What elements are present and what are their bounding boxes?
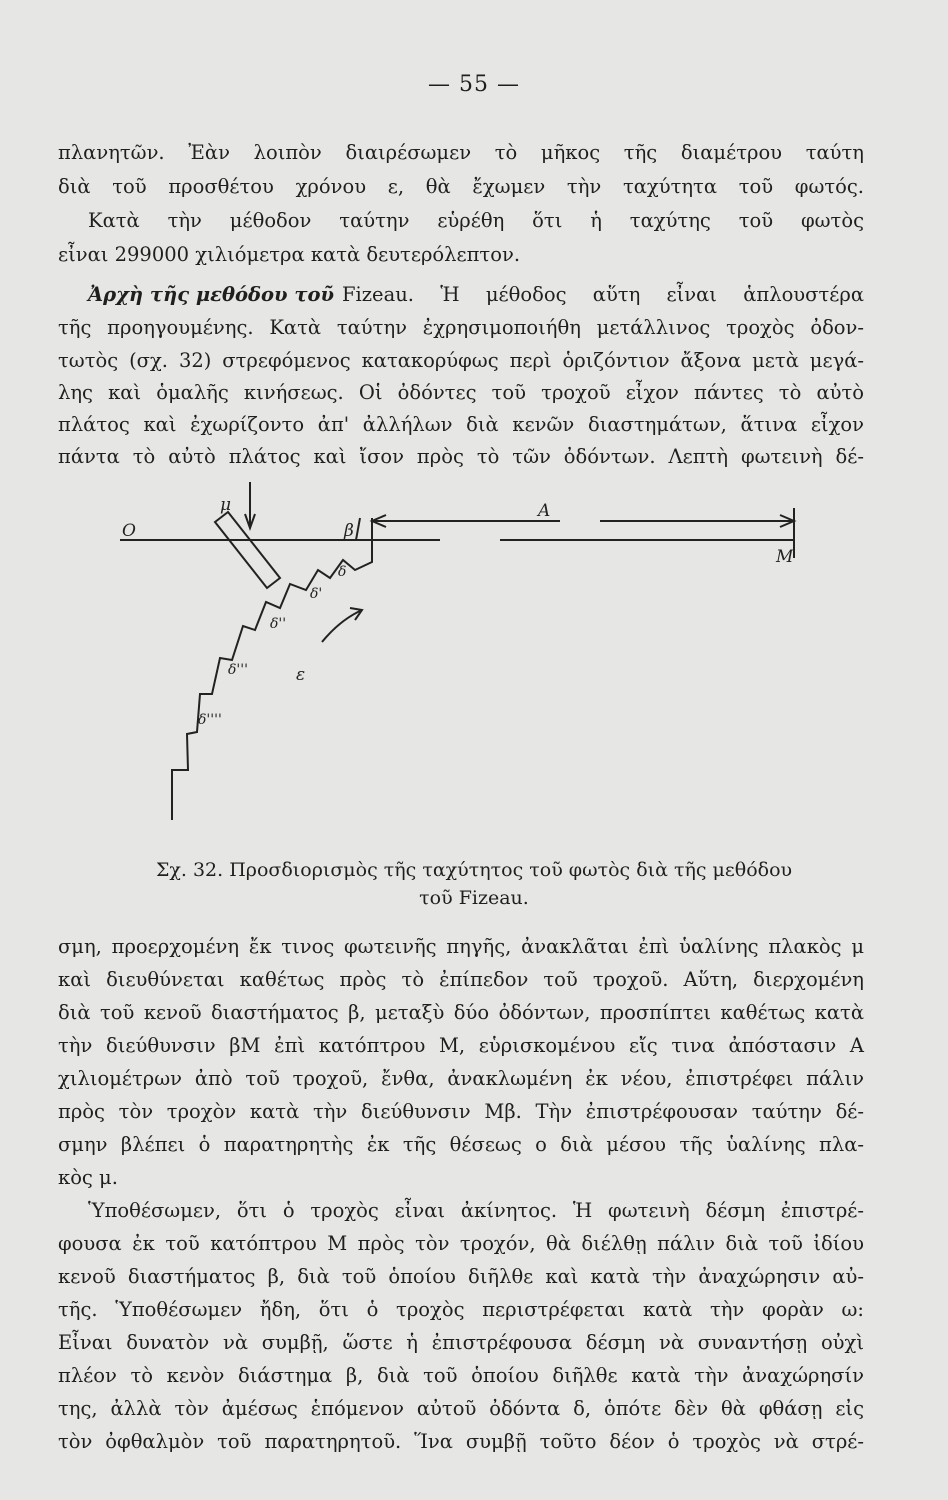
text-line: τὴν διεύθυνσιν βΜ ἐπὶ κατόπτρου Μ, εὑρισκομένου εἴς τινα ἀπόστασιν Α [58,1034,864,1057]
label-delta: δ [338,564,347,580]
text-line: πρὸς τὸν τροχὸν κατὰ τὴν διεύθυνσιν Μβ. Τὴν ἐπιστρέφουσαν ταύτην δέ- [58,1100,864,1123]
text-line: τῆς. Ὑποθέσωμεν ἤδη, ὅτι ὁ τροχὸς περιστρέφεται κατὰ τὴν φορὰν ω: [58,1298,864,1321]
text-line: φουσα ἐκ τοῦ κατόπτρου Μ πρὸς τὸν τροχόν, θὰ διέλθῃ πάλιν διὰ τοῦ ἰδίου [58,1232,864,1255]
text-line: κὸς μ. [58,1166,118,1189]
text-line: χιλιομέτρων ἀπὸ τοῦ τροχοῦ, ἔνθα, ἀνακλωμένη ἐκ νέου, ἐπιστρέφει πάλιν [58,1067,864,1090]
text-line: εἶναι 299000 χιλιόμετρα κατὰ δευτερόλεπτον. [58,243,521,266]
label-M: M [776,547,794,567]
section-heading-line [88,280,864,310]
section-label: Ἀρχὴ τῆς μεθόδου τοῦ [88,283,334,306]
page-number: — 55 — [428,72,520,97]
rotation-arrow [322,610,362,642]
tooth-edge [356,518,360,540]
label-epsilon: ε [296,665,306,685]
text-line: Ὑποθέσωμεν, ὅτι ὁ τροχὸς εἶναι ἀκίνητος. Ἡ φωτεινὴ δέσμη ἐπιστρέ- [88,1199,864,1222]
label-delta: δ''' [228,662,248,678]
fizeau-diagram [100,470,820,830]
label-mu: μ [220,495,232,515]
text-line: πλανητῶν. Ἐὰν λοιπὸν διαιρέσωμεν τὸ μῆκος τῆς διαμέτρου ταύτη [58,141,864,164]
text-line: Κατὰ τὴν μέθοδον ταύτην εὑρέθη ὅτι ἡ ταχύτης τοῦ φωτὸς [88,209,864,232]
text-line: Εἶναι δυνατὸν νὰ συμβῇ, ὥστε ἡ ἐπιστρέφουσα δέσμη νὰ συναντήσῃ οὐχὶ [58,1331,864,1354]
text-line: της, ἀλλὰ τὸν ἀμέσως ἑπόμενον αὐτοῦ ὀδόντα δ, ὁπότε δὲν θὰ φθάσῃ εἰς [58,1397,864,1420]
figure-caption-line: τοῦ Fizeau. [419,887,529,909]
text-line: καὶ διευθύνεται καθέτως πρὸς τὸ ἐπίπεδον τοῦ τροχοῦ. Αὕτη, διερχομένη [58,968,864,991]
label-O: O [122,521,136,541]
label-A: A [538,501,551,521]
text-line: διὰ τοῦ προσθέτου χρόνου ε, θὰ ἔχωμεν τὴν ταχύτητα τοῦ φωτός. [58,175,864,198]
text-line: κενοῦ διαστήματος β, διὰ τοῦ ὁποίου διῆλθε καὶ κατὰ τὴν ἀναχώρησιν αὐ- [58,1265,864,1288]
text-line: τῆς προηγουμένης. Κατὰ ταύτην ἐχρησιμοποιήθη μετάλλινος τροχὸς ὀδον- [58,316,864,339]
text-line: λης καὶ ὁμαλῆς κινήσεως. Οἱ ὀδόντες τοῦ τροχοῦ εἶχον πάντες τὸ αὐτὸ [58,381,864,404]
label-delta: δ'' [270,616,287,632]
figure-caption-line: Σχ. 32. Προσδιορισμὸς τῆς ταχύτητος τοῦ φωτὸς διὰ τῆς μεθόδου [155,859,793,881]
text-line: τωτὸς (σχ. 32) στρεφόμενος κατακορύφως περὶ ὁριζόντιον ἄξονα μετὰ μεγά- [58,349,864,372]
text-line: πλέον τὸ κενὸν διάστημα β, διὰ τοῦ ὁποίου διῆλθε κατὰ τὴν ἀναχώρησίν [58,1364,864,1387]
text-line: σμη, προερχομένη ἔκ τινος φωτεινῆς πηγῆς, ἀνακλᾶται ἐπὶ ὑαλίνης πλακὸς μ [58,935,864,958]
text-line: πάντα τὸ αὐτὸ πλάτος καὶ ἴσον πρὸς τὸ τῶν ὀδόντων. Λεπτὴ φωτεινὴ δέ- [58,445,864,468]
text-line: τὸν ὀφθαλμὸν τοῦ παρατηρητοῦ. Ἵνα συμβῇ τοῦτο δέον ὁ τροχὸς νὰ στρέ- [58,1430,864,1453]
label-delta: δ' [310,586,323,602]
label-delta: δ'''' [198,712,222,728]
text-span: Fizeau. Ἡ μέθοδος αὕτη εἶναι ἁπλουστέρα [341,283,864,306]
text-line: διὰ τοῦ κενοῦ διαστήματος β, μεταξὺ δύο ὀδόντων, προσπίπτει καθέτως κατὰ [58,1001,864,1024]
text-line: σμην βλέπει ὁ παρατηρητὴς ἐκ τῆς θέσεως ο διὰ μέσου τῆς ὑαλίνης πλα- [58,1133,864,1156]
label-beta: β [344,521,354,541]
text-line: πλάτος καὶ ἐχωρίζοντο ἀπ' ἀλλήλων διὰ κενῶν διαστημάτων, ἅτινα εἶχον [58,413,864,436]
